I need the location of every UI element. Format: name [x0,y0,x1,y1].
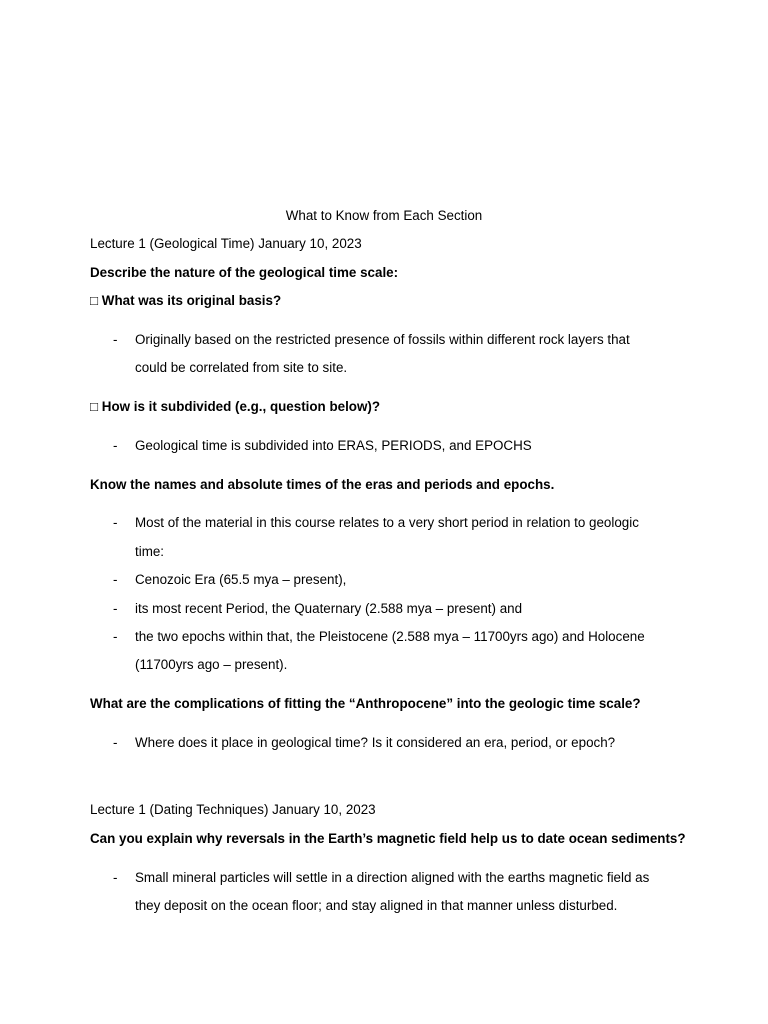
answer-reversals-line-2: they deposit on the ocean floor; and stay aligned in that manner unless disturbed. [135,898,618,913]
question-know-names: Know the names and absolute times of the eras and periods and epochs. [90,477,555,492]
bullet-dash: - [113,515,118,530]
bullet-dash: - [113,601,118,616]
bullet-dash: - [113,572,118,587]
question-describe-time-scale: Describe the nature of the geological time scale: [90,265,399,280]
answer-know-line-3: its most recent Period, the Quaternary (2.588 mya – present) and [135,601,523,616]
page-title: What to Know from Each Section [285,208,483,223]
lecture-heading-dating-techniques: Lecture 1 (Dating Techniques) January 10, 2023 [90,802,376,817]
question-original-basis: □ What was its original basis? [90,293,282,308]
question-subdivided: □ How is it subdivided (e.g., question below)? [90,399,381,414]
bullet-dash: - [113,438,118,453]
answer-know-line-4: the two epochs within that, the Pleistocene (2.588 mya – 11700yrs ago) and Holocene [135,629,645,644]
lecture-heading-geological-time: Lecture 1 (Geological Time) January 10, 2023 [90,236,362,251]
answer-subdivided: Geological time is subdivided into ERAS, PERIODS, and EPOCHS [135,438,532,453]
bullet-dash: - [113,870,118,885]
answer-know-line-4-cont: (11700yrs ago – present). [135,657,288,672]
answer-know-line-1: Most of the material in this course relates to a very short period in relation to geologic [135,515,639,530]
question-magnetic-reversals: Can you explain why reversals in the Earth’s magnetic field help us to date ocean sediments? [90,831,686,846]
question-anthropocene: What are the complications of fitting the “Anthropocene” into the geologic time scale? [90,696,641,711]
answer-know-line-1-cont: time: [135,544,165,559]
bullet-dash: - [113,735,118,750]
answer-anthropocene: Where does it place in geological time? Is it considered an era, period, or epoch? [135,735,616,750]
answer-reversals-line-1: Small mineral particles will settle in a direction aligned with the earths magnetic field as [135,870,650,885]
bullet-dash: - [113,332,118,347]
bullet-dash: - [113,629,118,644]
answer-original-basis-line-2: could be correlated from site to site. [135,360,348,375]
answer-original-basis-line-1: Originally based on the restricted presence of fossils within different rock layers that [135,332,630,347]
answer-know-line-2: Cenozoic Era (65.5 mya – present), [135,572,347,587]
